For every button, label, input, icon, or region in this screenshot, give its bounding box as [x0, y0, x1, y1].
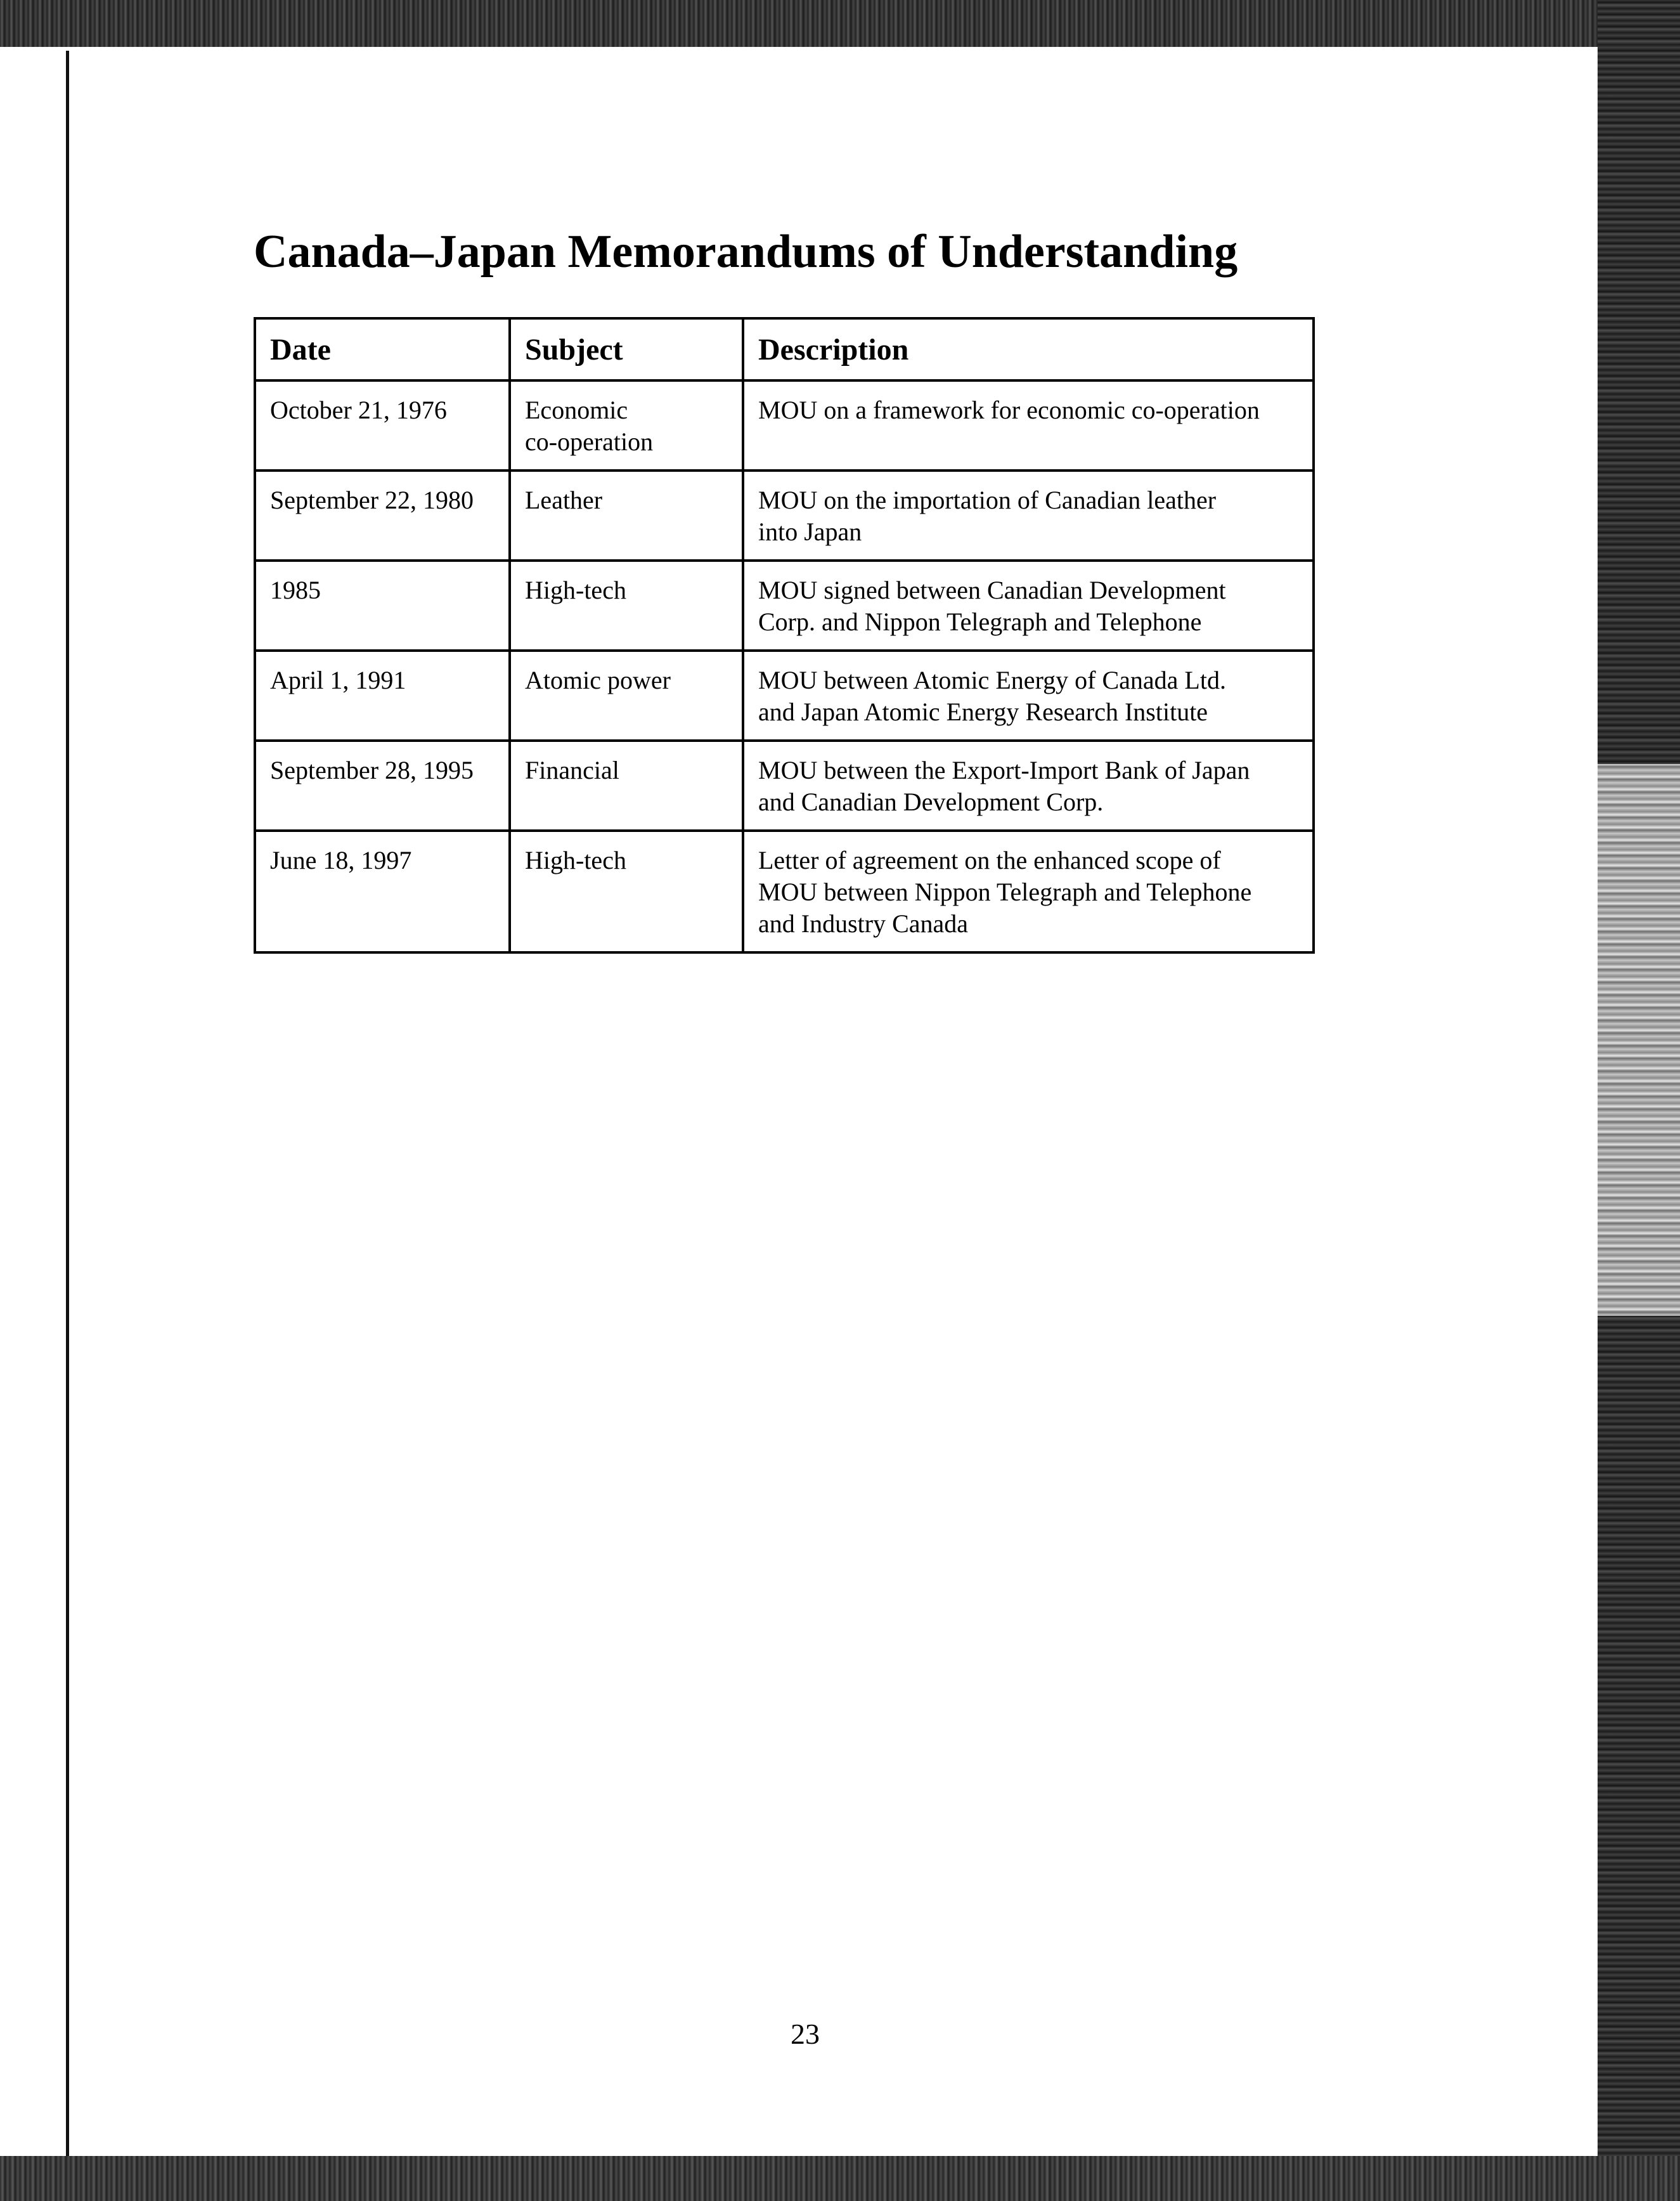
table-row	[255, 471, 1314, 561]
cell-description-line: into Japan	[758, 517, 862, 546]
table-row	[255, 741, 1314, 831]
cell-date: June 18, 1997	[255, 831, 510, 952]
cell-description-line: and Industry Canada	[758, 909, 969, 938]
column-header-subject: Subject	[510, 318, 743, 380]
scan-border-right-light	[1598, 764, 1680, 1316]
cell-description-line: and Canadian Development Corp.	[758, 788, 1104, 816]
table-row	[255, 651, 1314, 741]
cell-description	[743, 471, 1314, 561]
cell-subject-line: Leather	[525, 486, 603, 514]
cell-description-line: MOU between the Export-Import Bank of Japan	[758, 756, 1250, 784]
cell-description-line: Letter of agreement on the enhanced scope of	[758, 846, 1221, 874]
cell-description	[743, 741, 1314, 831]
cell-date: September 22, 1980	[255, 471, 510, 561]
cell-description-line: MOU on the importation of Canadian leather	[758, 486, 1217, 514]
mou-table	[254, 317, 1315, 954]
page-title: Canada–Japan Memorandums of Understanding	[254, 226, 1238, 278]
column-header-date: Date	[255, 318, 510, 380]
cell-description	[743, 380, 1314, 471]
scan-border-bottom	[0, 2156, 1680, 2201]
cell-subject-line: High-tech	[525, 576, 626, 604]
cell-description-line: Corp. and Nippon Telegraph and Telephone	[758, 607, 1202, 636]
cell-subject	[510, 471, 743, 561]
page-margin-line	[66, 51, 69, 2156]
cell-subject	[510, 651, 743, 741]
cell-subject-line: Atomic power	[525, 666, 671, 694]
table-row	[255, 380, 1314, 471]
table-header-row	[255, 318, 1314, 380]
cell-description	[743, 831, 1314, 952]
column-header-description: Description	[743, 318, 1314, 380]
cell-date: April 1, 1991	[255, 651, 510, 741]
cell-subject-line: Economic	[525, 396, 628, 424]
table-body	[255, 380, 1314, 952]
cell-subject-line: co-operation	[525, 427, 654, 456]
cell-subject	[510, 831, 743, 952]
cell-description-line: MOU on a framework for economic co-operation	[758, 396, 1260, 424]
cell-subject	[510, 380, 743, 471]
cell-description	[743, 651, 1314, 741]
cell-date: October 21, 1976	[255, 380, 510, 471]
cell-subject-line: Financial	[525, 756, 619, 784]
table-row	[255, 561, 1314, 651]
cell-description	[743, 561, 1314, 651]
cell-subject	[510, 561, 743, 651]
cell-subject	[510, 741, 743, 831]
cell-description-line: MOU signed between Canadian Development	[758, 576, 1226, 604]
cell-subject-line: High-tech	[525, 846, 626, 874]
cell-description-line: and Japan Atomic Energy Research Institute	[758, 698, 1208, 726]
scan-border-top	[0, 0, 1680, 47]
cell-description-line: MOU between Atomic Energy of Canada Ltd.	[758, 666, 1226, 694]
cell-description-line: MOU between Nippon Telegraph and Telephone	[758, 878, 1252, 906]
page-number: 23	[791, 2018, 820, 2050]
table-row	[255, 831, 1314, 952]
cell-date: September 28, 1995	[255, 741, 510, 831]
cell-date: 1985	[255, 561, 510, 651]
